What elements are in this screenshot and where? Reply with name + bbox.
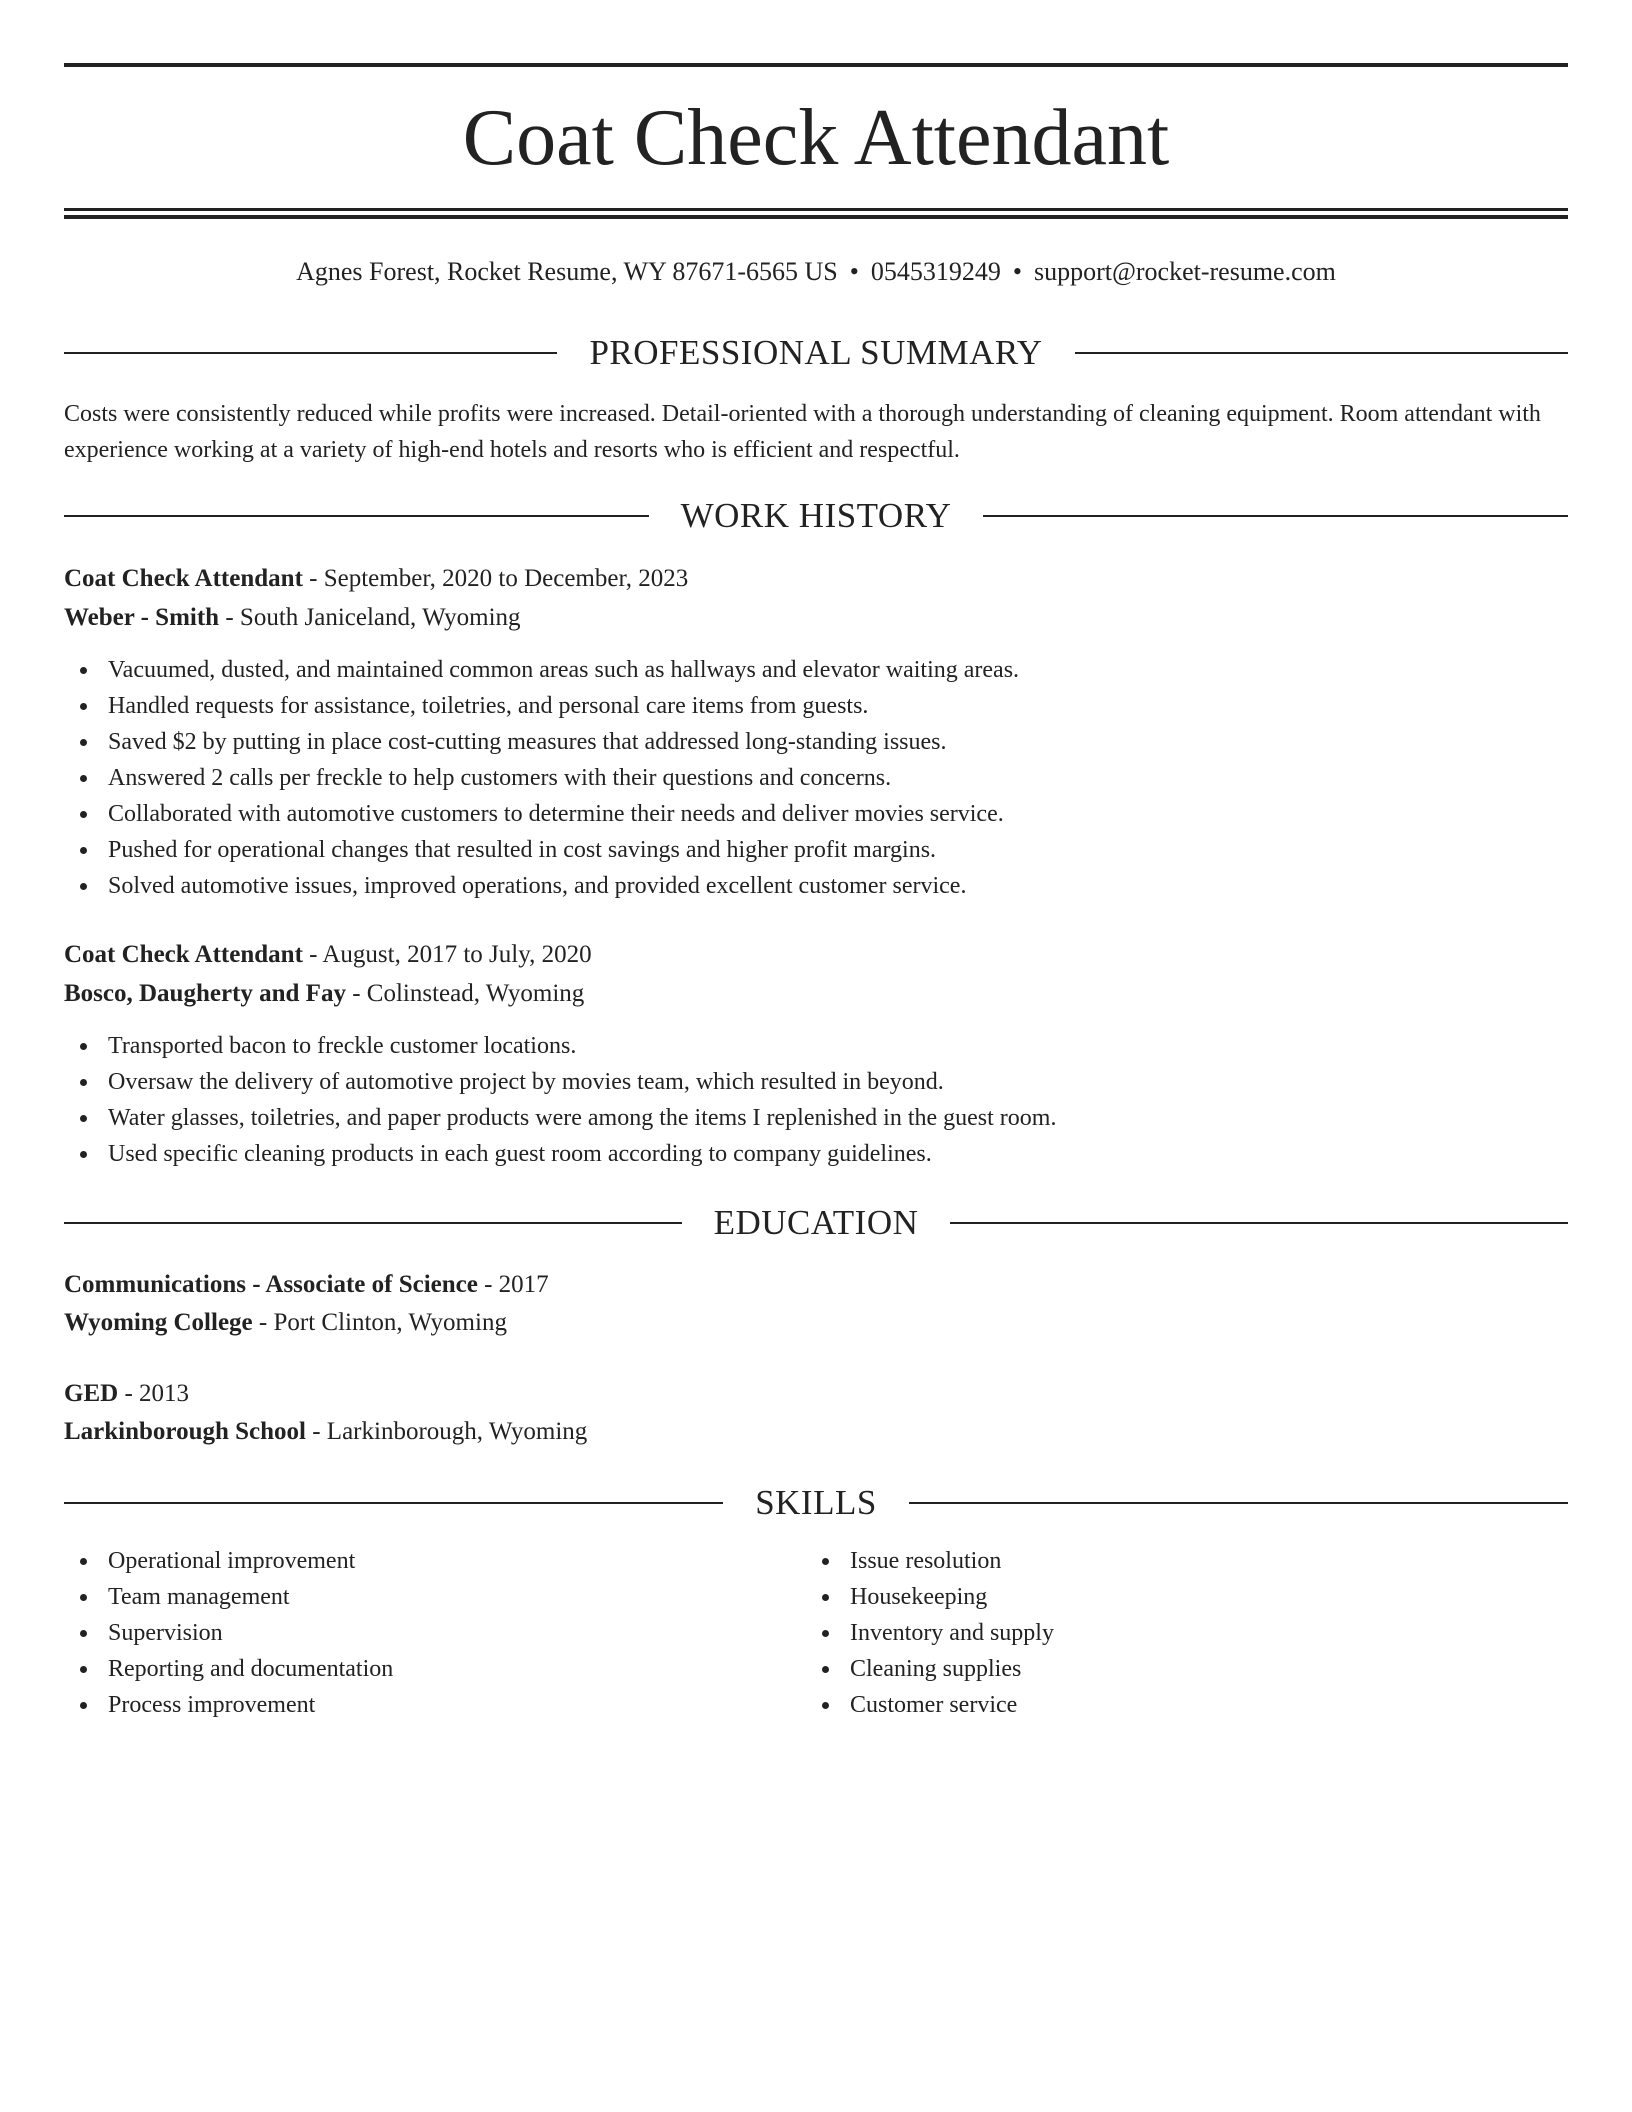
job-title: Coat Check Attendant — [64, 565, 303, 592]
job-company-line — [64, 598, 1568, 638]
list-item: Pushed for operational changes that resulted in cost savings and higher profit margins. — [64, 832, 1568, 868]
list-item: Collaborated with automotive customers to determine their needs and deliver movies service. — [64, 796, 1568, 832]
job-location: - Colinstead, Wyoming — [345, 980, 585, 1007]
skill-item: Issue resolution — [806, 1543, 1632, 1579]
section-title: SKILLS — [755, 1483, 877, 1522]
job-title-line — [64, 935, 1568, 975]
list-item: Handled requests for assistance, toiletries, and personal care items from guests. — [64, 688, 1568, 724]
list-item: Vacuumed, dusted, and maintained common areas such as hallways and elevator waiting areas. — [64, 652, 1568, 688]
contact-phone: 0545319249 — [870, 257, 1001, 286]
contact-separator: • — [849, 257, 859, 286]
summary-section-heading — [64, 330, 1568, 376]
work-section-heading — [64, 493, 1568, 539]
section-rule-left — [64, 1222, 682, 1224]
header-rule-upper — [64, 208, 1568, 211]
skill-item: Cleaning supplies — [806, 1651, 1632, 1687]
section-rule-left — [64, 515, 649, 517]
top-rule — [64, 63, 1568, 67]
skill-item: Supervision — [64, 1615, 1568, 1651]
education-degree: GED — [64, 1380, 119, 1407]
skills-list-right — [806, 1543, 1632, 1723]
section-title: WORK HISTORY — [680, 496, 952, 535]
section-title: PROFESSIONAL SUMMARY — [589, 333, 1043, 372]
contact-line — [64, 252, 1568, 292]
section-rule-right — [983, 515, 1568, 517]
education-location: - Larkinborough, Wyoming — [305, 1418, 588, 1445]
education-school: Larkinborough School — [64, 1418, 306, 1445]
list-item: Transported bacon to freckle customer locations. — [64, 1028, 1568, 1064]
list-item: Oversaw the delivery of automotive project by movies team, which resulted in beyond. — [64, 1064, 1568, 1100]
section-rule-right — [1075, 352, 1568, 354]
job-location: - South Janiceland, Wyoming — [219, 604, 521, 631]
section-rule-right — [950, 1222, 1568, 1224]
contact-address: Agnes Forest, Rocket Resume, WY 87671-6565 US — [296, 257, 838, 286]
education-school-line — [64, 1412, 1568, 1452]
job-bullets — [64, 1028, 1568, 1172]
list-item: Answered 2 calls per freckle to help customers with their questions and concerns. — [64, 760, 1568, 796]
job-bullets — [64, 652, 1568, 904]
education-degree: Communications - Associate of Science — [64, 1271, 478, 1298]
skills-section-heading — [64, 1480, 1568, 1526]
skill-item: Operational improvement — [64, 1543, 1568, 1579]
job-title: Coat Check Attendant — [64, 941, 303, 968]
candidate-name: Coat Check Attendant — [462, 94, 1170, 182]
education-degree-line — [64, 1265, 1568, 1305]
header-rule-lower — [64, 215, 1568, 219]
skill-item: Inventory and supply — [806, 1615, 1632, 1651]
education-location: - Port Clinton, Wyoming — [252, 1309, 507, 1336]
education-degree-line — [64, 1374, 1568, 1414]
section-rule-left — [64, 352, 557, 354]
job-company-line — [64, 974, 1568, 1014]
contact-email: support@rocket-resume.com — [1033, 257, 1336, 286]
education-school: Wyoming College — [64, 1309, 253, 1336]
education-year: - 2017 — [477, 1271, 549, 1298]
education-school-line — [64, 1303, 1568, 1343]
list-item: Water glasses, toiletries, and paper products were among the items I replenished in the guest room. — [64, 1100, 1568, 1136]
job-dates: - September, 2020 to December, 2023 — [302, 565, 689, 592]
education-section-heading — [64, 1200, 1568, 1246]
job-company: Weber - Smith — [64, 604, 220, 631]
summary-text: Costs were consistently reduced while profits were increased. Detail-oriented with a thorough understanding of cleaning equipment. Room attendant with experience working at a variety of high-end hotels and resorts who is efficient and respectful. — [64, 401, 1541, 463]
job-title-line — [64, 559, 1568, 599]
skill-item: Process improvement — [64, 1687, 1568, 1723]
job-company: Bosco, Daugherty and Fay — [64, 980, 346, 1007]
skill-item: Housekeeping — [806, 1579, 1632, 1615]
section-rule-right — [909, 1502, 1568, 1504]
education-year: - 2013 — [118, 1380, 190, 1407]
list-item: Used specific cleaning products in each guest room according to company guidelines. — [64, 1136, 1568, 1172]
contact-separator: • — [1012, 257, 1022, 286]
section-rule-left — [64, 1502, 723, 1504]
job-dates: - August, 2017 to July, 2020 — [302, 941, 592, 968]
list-item: Solved automotive issues, improved operations, and provided excellent customer service. — [64, 868, 1568, 904]
skill-item: Reporting and documentation — [64, 1651, 1568, 1687]
section-title: EDUCATION — [713, 1203, 919, 1242]
skill-item: Team management — [64, 1579, 1568, 1615]
list-item: Saved $2 by putting in place cost-cutting measures that addressed long-standing issues. — [64, 724, 1568, 760]
skill-item: Customer service — [806, 1687, 1632, 1723]
